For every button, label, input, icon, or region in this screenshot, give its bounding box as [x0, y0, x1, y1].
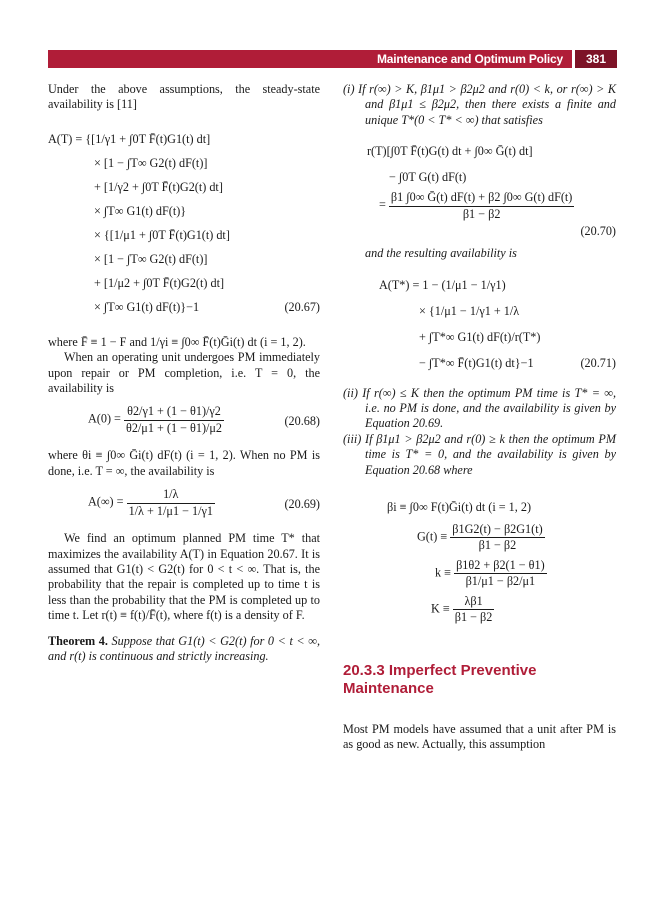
eq69-numerator: 1/λ: [163, 487, 179, 502]
paragraph-where: where F̄ ≡ 1 − F and 1/γi ≡ ∫0∞ F̄(t)Ḡi(t) dt (i = 1, 2).: [48, 334, 306, 349]
eq70-denominator: β1 − β2: [389, 206, 574, 222]
paragraph-imperfect-pm: Most PM models have assumed that a unit after PM is as good as new. Actually, this assumption: [343, 722, 616, 752]
equation-number: (20.71): [580, 355, 616, 370]
eq70-line: r(T)[∫0T F̄(t)G(t) dt + ∫0∞ Ḡ(t) dt]: [367, 144, 533, 159]
theorem-case-list: [343, 386, 616, 478]
eq71-last-term: − ∫T*∞ F̄(t)G1(t) dt}−1: [419, 355, 534, 370]
def-G-denominator: β1 − β2: [450, 537, 544, 553]
equation-number: (20.70): [580, 224, 616, 239]
eq67-last-term: × ∫T∞ G1(t) dF(t)}−1: [94, 299, 200, 314]
case-ii-label: (ii): [343, 385, 358, 400]
def-k-numerator: β1θ2 + β2(1 − θ1): [456, 558, 545, 573]
running-header-title: Maintenance and Optimum Policy: [376, 52, 563, 66]
theorem-4: [48, 634, 320, 665]
definitions-block: [343, 492, 616, 630]
eq71-line: + ∫T*∞ G1(t) dF(t)/r(T*): [419, 329, 541, 344]
equation-20-71: [343, 272, 616, 376]
eq68-denominator: θ2/μ1 + (1 − θ1)/μ2: [125, 420, 223, 435]
paragraph-intro: Under the above assumptions, the steady-state availability is [11]: [48, 82, 320, 112]
eq71-line: [419, 350, 616, 376]
eq67-line: × [1 − ∫T∞ G2(t) dF(t)]: [94, 251, 208, 266]
section-heading: [343, 662, 616, 698]
eq68-fraction: [124, 404, 224, 436]
equation-number: (20.68): [284, 414, 320, 429]
def-k-denominator: β1/μ1 − β2/μ1: [454, 573, 547, 589]
def-beta: βi ≡ ∫0∞ F(t)Ḡi(t) dt (i = 1, 2): [387, 500, 532, 515]
equation-number: (20.69): [284, 497, 320, 512]
def-K-lhs: K ≡: [431, 601, 450, 616]
case-iii-label: (iii): [343, 431, 362, 446]
def-k-fraction: [454, 558, 547, 590]
left-column: [48, 82, 320, 665]
equation-20-68: [88, 404, 320, 440]
paragraph-optimum: We find an optimum planned PM time T* that maximizes the availability A(T) in Equation 20.67. It is assumed that G1(t) < G2(t) for 0 < t < ∞. That is, the probability that the repair is completed up to time t is less than the probability that the PM is completed up to time t. Let r(t) ≡ f(t)/F̄(t), where f(t) is a density of F.: [48, 531, 320, 623]
eq67-line: [94, 295, 320, 319]
case-i-text: If r(∞) > K, β1μ1 > β2μ2 and r(0) < k, or r(∞) > K and β1μ1 ≤ β2μ2, then there exists a finite and unique T*(0 < T* < ∞) that satisfies: [358, 82, 617, 127]
case-i: [343, 82, 616, 128]
equation-20-67: [48, 127, 320, 319]
case-iii: [343, 432, 616, 478]
case-ii-text: If r(∞) ≤ K then the optimum PM time is T* = ∞, i.e. no PM is done, and the availability is given by Equation 20.69.: [362, 385, 616, 431]
theorem-label: Theorem 4.: [48, 633, 108, 648]
def-G-numerator: β1G2(t) − β2G1(t): [452, 522, 543, 537]
eq67-line: + [1/γ2 + ∫0T F̄(t)G2(t) dt]: [94, 179, 223, 194]
eq68-lhs: A(0) =: [88, 412, 121, 427]
right-column: [343, 82, 616, 753]
theorem-text: Suppose that G1(t) < G2(t) for 0 < t < ∞, and r(t) is continuous and strictly increasing.: [48, 633, 320, 664]
eq70-number-row: [369, 224, 616, 242]
case-ii: [343, 386, 616, 432]
eq70-line: − ∫0T G(t) dF(t): [389, 170, 467, 185]
eq69-denominator: 1/λ + 1/μ1 − 1/γ1: [128, 503, 213, 518]
running-header: [48, 50, 617, 68]
paragraph-pm-zero: When an operating unit undergoes PM immediately upon repair or PM completion, i.e. T = 0, the availability is: [48, 350, 320, 396]
def-K-fraction: [453, 594, 495, 626]
equation-20-70: [343, 138, 616, 242]
eq69-fraction: [127, 487, 215, 519]
def-G-lhs: G(t) ≡: [417, 529, 448, 544]
section-number: 20.3.3: [343, 662, 385, 680]
equation-20-69: [88, 487, 320, 523]
eq70-equals: =: [379, 197, 386, 212]
def-K-numerator: λβ1: [464, 594, 483, 609]
eq67-line: A(T) = {[1/γ1 + ∫0T F̄(t)G1(t) dt]: [48, 131, 211, 146]
def-k: [435, 558, 616, 594]
def-G-fraction: [450, 522, 544, 554]
def-K: [431, 594, 616, 630]
case-iii-text: If β1μ1 > β2μ2 and r(0) ≥ k then the optimum PM time is T* = 0, and the availability is given by Equation 20.68 where: [365, 431, 617, 477]
eq68-numerator: θ2/γ1 + (1 − θ1)/γ2: [127, 404, 221, 419]
eq67-line: + [1/μ2 + ∫0T F̄(t)G2(t) dt]: [94, 275, 225, 290]
def-K-denominator: β1 − β2: [454, 610, 493, 625]
eq67-line: × ∫T∞ G1(t) dF(t)}: [94, 203, 187, 218]
equation-number: (20.67): [284, 299, 320, 314]
eq69-lhs: A(∞) =: [88, 494, 124, 509]
eq70-rhs: [379, 190, 616, 224]
eq71-line: × {1/μ1 − 1/γ1 + 1/λ: [419, 303, 520, 318]
paragraph-resulting-availability: and the resulting availability is: [365, 246, 517, 261]
eq70-fraction: [389, 190, 574, 222]
def-k-lhs: k ≡: [435, 565, 452, 580]
section-title: Imperfect Preventive Maintenance: [343, 662, 537, 698]
paragraph-where-theta: where θi ≡ ∫0∞ Ḡi(t) dF(t) (i = 1, 2). When no PM is done, i.e. T = ∞, the availability is: [48, 448, 320, 478]
eq67-line: × [1 − ∫T∞ G2(t) dF(t)]: [94, 155, 208, 170]
page-number: 381: [575, 50, 617, 68]
eq67-line: × {[1/μ1 + ∫0T F̄(t)G1(t) dt]: [94, 227, 230, 242]
case-i-label: (i): [343, 82, 355, 96]
theorem-case-list: [343, 82, 616, 128]
def-G: [417, 522, 616, 558]
eq70-numerator: β1 ∫0∞ Ḡ(t) dF(t) + β2 ∫0∞ G(t) dF(t): [390, 190, 573, 205]
eq71-line: A(T*) = 1 − (1/μ1 − 1/γ1): [379, 277, 506, 292]
